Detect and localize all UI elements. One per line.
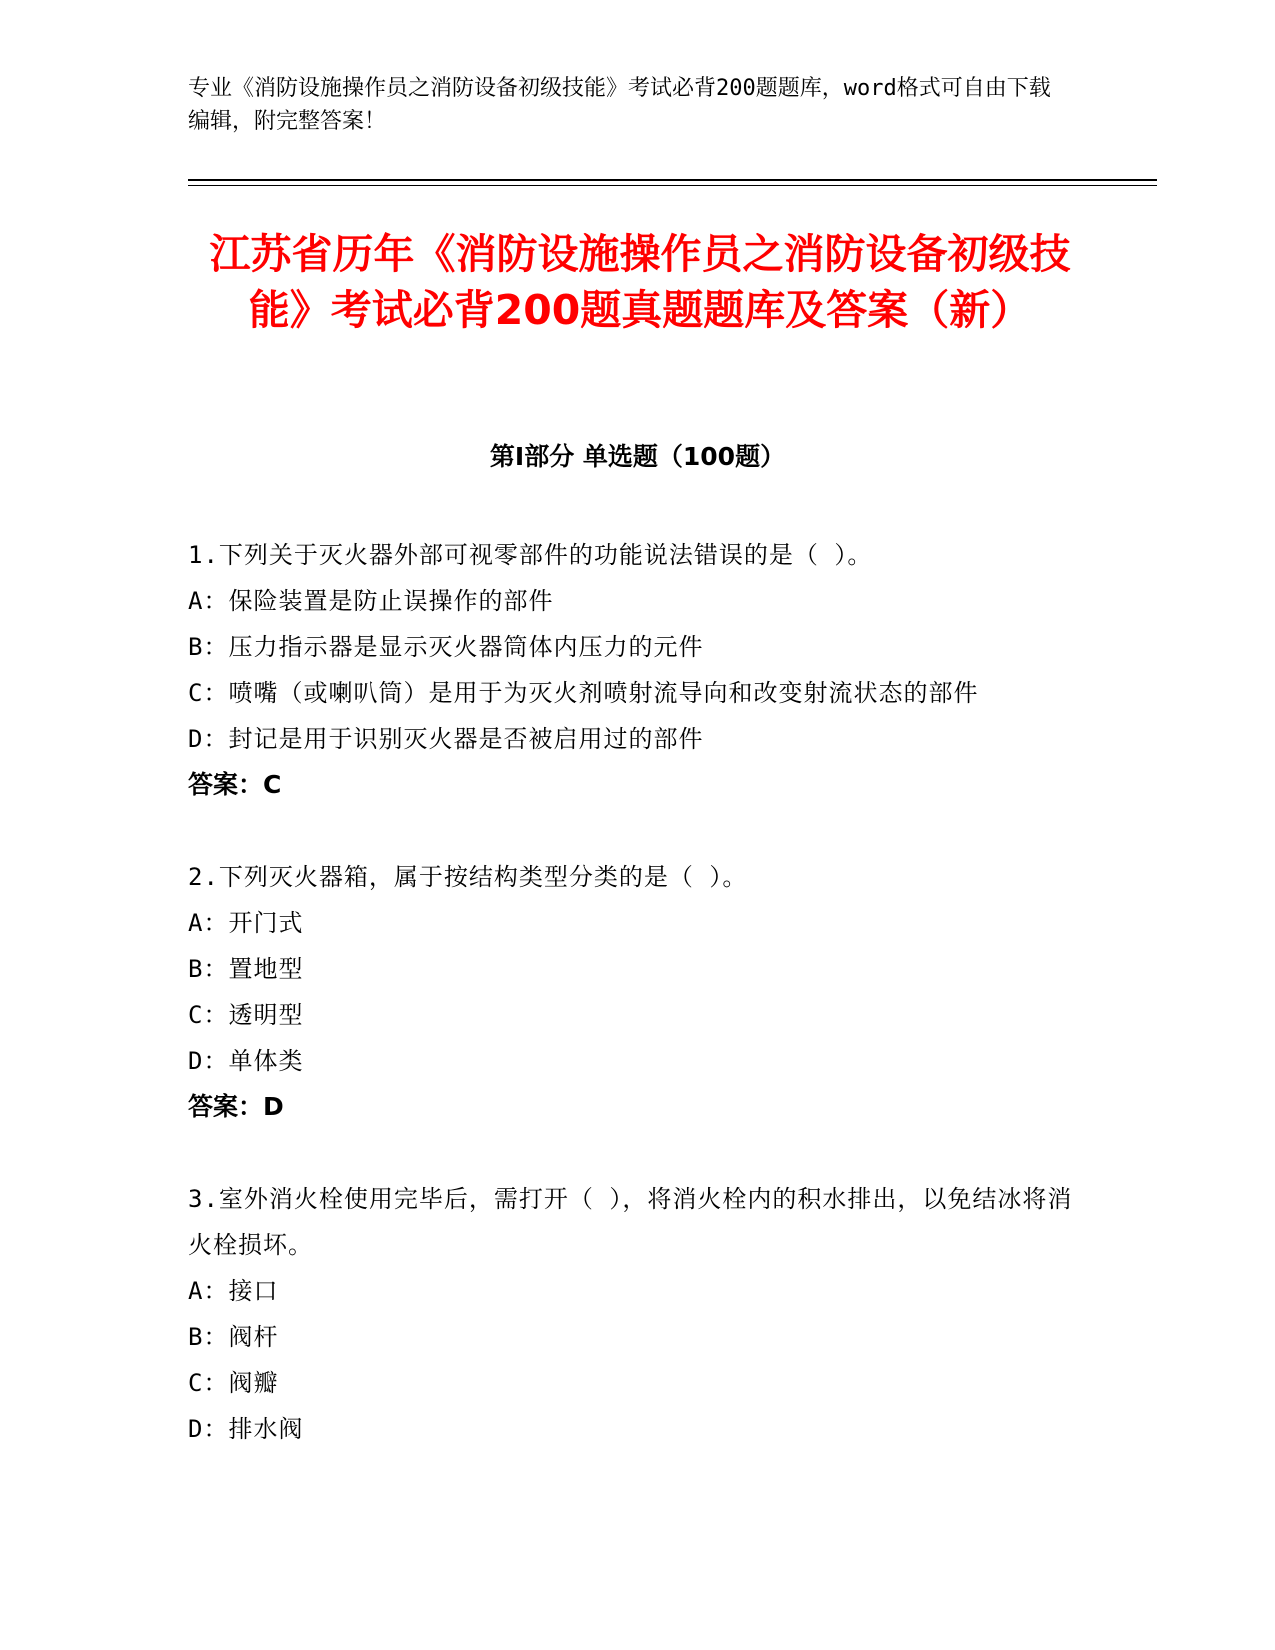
- option-d: D：排水阀: [188, 1415, 304, 1443]
- option-c: C：喷嘴（或喇叭筒）是用于为灭火剂喷射流导向和改变射流状态的部件: [188, 679, 979, 707]
- question-stem: 3.室外消火栓使用完毕后，需打开（ ），将消火栓内的积水排出，以免结冰将消火栓损坏。: [188, 1185, 1073, 1259]
- answer-label: 答案：D: [188, 1092, 284, 1121]
- question-list: [188, 532, 1088, 1498]
- header-note: 专业《消防设施操作员之消防设备初级技能》考试必背200题题库，word格式可自由下载编辑，附完整答案！: [188, 76, 1051, 134]
- header-rule-thin: [188, 185, 1157, 186]
- option-c: C：透明型: [188, 1001, 304, 1029]
- question-3: [188, 1176, 1088, 1452]
- document-title: 江苏省历年《消防设施操作员之消防设备初级技能》考试必背200题真题题库及答案（新）: [209, 230, 1071, 334]
- header-rule-thick: [188, 179, 1157, 181]
- question-1: [188, 532, 1088, 808]
- option-a: A：接口: [188, 1277, 279, 1305]
- option-b: B：置地型: [188, 955, 304, 983]
- option-b: B：阀杆: [188, 1323, 279, 1351]
- option-a: A：开门式: [188, 909, 304, 937]
- option-b: B：压力指示器是显示灭火器筒体内压力的元件: [188, 633, 704, 661]
- question-stem: 1.下列关于灭火器外部可视零部件的功能说法错误的是（ ）。: [188, 541, 873, 569]
- option-c: C：阀瓣: [188, 1369, 279, 1397]
- question-stem: 2.下列灭火器箱，属于按结构类型分类的是（ ）。: [188, 863, 748, 891]
- question-2: [188, 854, 1088, 1130]
- option-d: D：封记是用于识别灭火器是否被启用过的部件: [188, 725, 704, 753]
- option-d: D：单体类: [188, 1047, 304, 1075]
- answer-label: 答案：C: [188, 770, 282, 799]
- option-a: A：保险装置是防止误操作的部件: [188, 587, 554, 615]
- section-heading: 第Ⅰ部分 单选题（100题）: [489, 442, 786, 471]
